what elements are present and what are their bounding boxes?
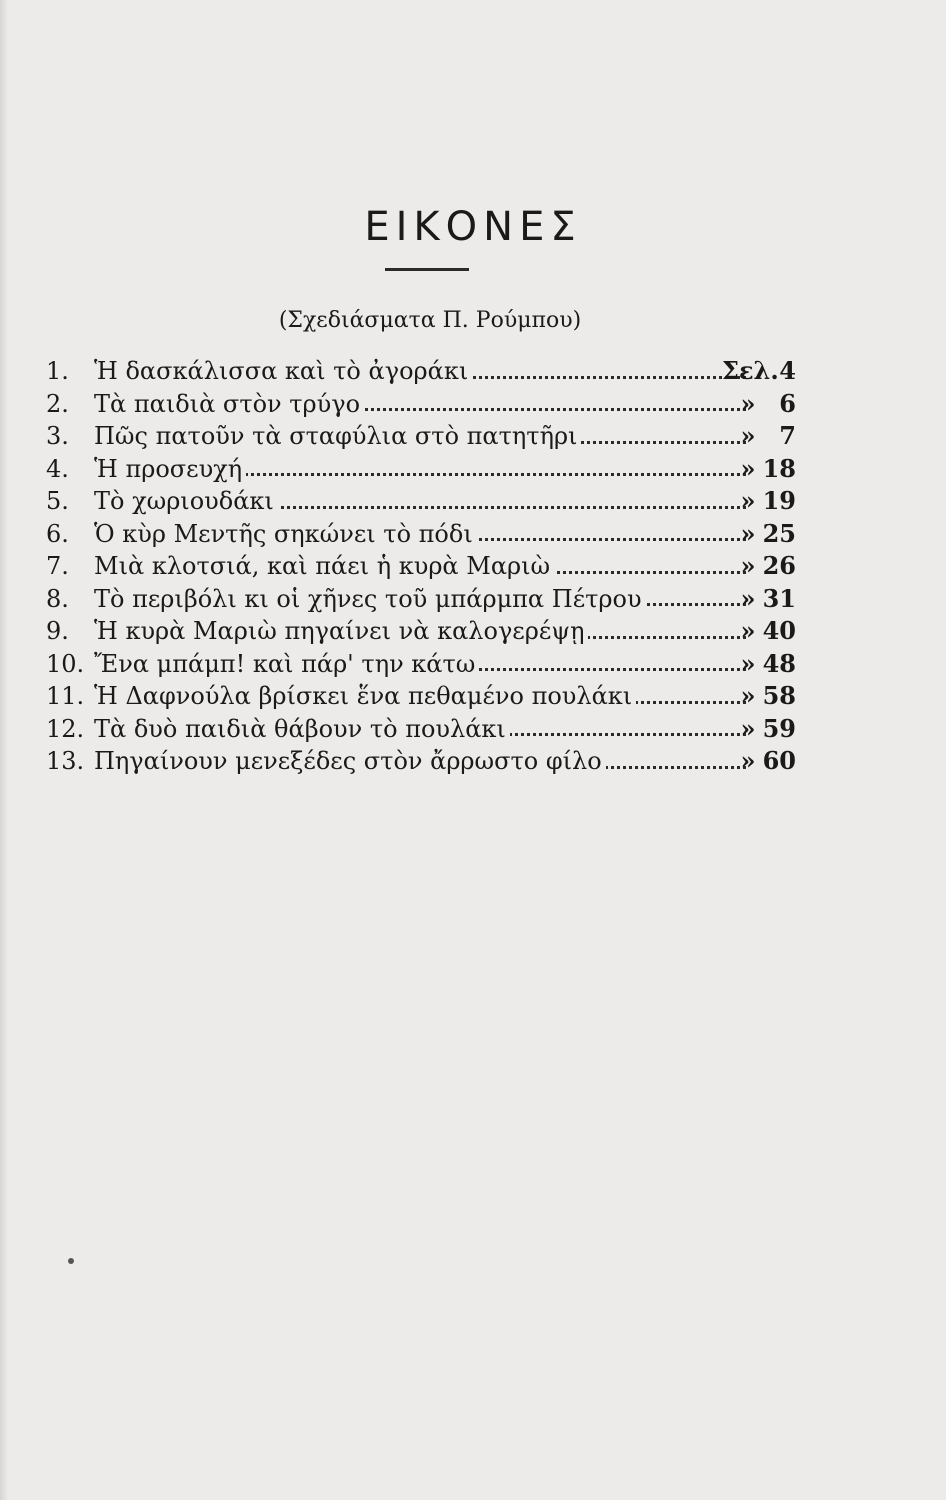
page-label: » xyxy=(740,681,756,710)
item-title: Τὸ περιβόλι κι οἱ χῆνες τοῦ μπάρμπα Πέτρου xyxy=(94,585,646,613)
list-item xyxy=(46,648,806,681)
page-number: 7 xyxy=(779,421,796,450)
page-number: 58 xyxy=(762,681,796,710)
page-label: » xyxy=(740,746,756,775)
page-label: » xyxy=(740,518,756,548)
list-item xyxy=(46,485,806,518)
list-item xyxy=(46,583,806,616)
item-title-cell xyxy=(94,420,746,453)
list-item xyxy=(46,518,806,551)
heading-rule xyxy=(385,268,469,271)
page-label: Σελ. xyxy=(722,356,779,385)
item-title-cell xyxy=(94,648,746,681)
page-label: » xyxy=(740,388,756,418)
paper-speck xyxy=(68,1258,74,1264)
item-title: Τὸ χωριουδάκι xyxy=(94,487,278,515)
item-number: 4. xyxy=(46,454,69,483)
list-item xyxy=(46,355,806,388)
page-label: » xyxy=(740,648,756,678)
item-number: 2. xyxy=(46,389,69,418)
item-number: 7. xyxy=(46,552,69,580)
item-title-cell xyxy=(94,745,746,778)
list-item xyxy=(46,550,806,583)
item-title: Τὰ παιδιὰ στὸν τρύγο xyxy=(94,390,364,418)
item-number: 12. xyxy=(46,714,85,743)
page-number: 4 xyxy=(779,356,796,385)
list-item xyxy=(46,453,806,486)
list-item xyxy=(46,745,806,778)
illustrator-credit: (Σχεδιάσματα Π. Ρούμπου) xyxy=(278,308,582,333)
page-number: 60 xyxy=(762,746,796,775)
item-title: Ἡ δασκάλισσα καὶ τὸ ἀγοράκι xyxy=(94,357,472,385)
page-number: 40 xyxy=(762,616,796,645)
item-title: Πηγαίνουν μενεξέδες στὸν ἄρρωστο φίλο xyxy=(94,747,606,775)
item-title: Ὁ κὺρ Μεντῆς σηκώνει τὸ πόδι xyxy=(94,520,477,548)
item-title-cell xyxy=(94,485,746,518)
page-number: 59 xyxy=(762,713,796,743)
page-number: 25 xyxy=(762,518,796,548)
list-item xyxy=(46,713,806,746)
item-title-cell xyxy=(94,388,746,421)
page-label: » xyxy=(740,583,756,613)
page-label: » xyxy=(740,453,756,483)
page-number: 6 xyxy=(779,388,796,418)
item-number: 6. xyxy=(46,519,69,548)
item-title-cell xyxy=(94,680,746,713)
item-title-cell xyxy=(94,453,746,486)
page-number: 19 xyxy=(762,486,796,515)
item-number: 3. xyxy=(46,422,69,450)
item-number: 11. xyxy=(46,682,85,710)
page-number: 18 xyxy=(762,453,796,483)
page-number: 31 xyxy=(762,583,796,613)
item-number: 1. xyxy=(46,357,69,385)
page-label: » xyxy=(740,421,756,450)
page-number: 26 xyxy=(762,551,796,580)
item-title: Ἡ Δαφνούλα βρίσκει ἕνα πεθαμένο πουλάκι xyxy=(94,682,636,710)
item-title: Μιὰ κλοτσιά, καὶ πάει ἡ κυρὰ Μαριὼ xyxy=(94,552,554,580)
item-number: 9. xyxy=(46,617,69,645)
item-title: Ἔνα μπάμπ! καὶ πάρ' την κάτω xyxy=(94,650,479,678)
item-title: Πῶς πατοῦν τὰ σταφύλια στὸ πατητῆρι xyxy=(94,422,581,450)
item-title-cell xyxy=(94,518,746,551)
item-title: Ἡ προσευχή xyxy=(94,455,246,483)
page-label: » xyxy=(740,713,756,743)
list-item xyxy=(46,680,806,713)
page-label: » xyxy=(740,616,756,645)
item-title-cell xyxy=(94,713,746,746)
item-number: 13. xyxy=(46,747,85,775)
page-number: 48 xyxy=(762,648,796,678)
item-title: Ἡ κυρὰ Μαριὼ πηγαίνει νὰ καλογερέψῃ xyxy=(94,617,588,645)
item-number: 8. xyxy=(46,584,69,613)
item-number: 5. xyxy=(46,487,69,515)
page-label: » xyxy=(740,551,756,580)
list-item xyxy=(46,615,806,648)
item-title-cell xyxy=(94,583,746,616)
item-title: Τὰ δυὸ παιδιὰ θάβουν τὸ πουλάκι xyxy=(94,715,510,743)
page-heading: ΕΙΚΟΝΕΣ xyxy=(364,204,582,250)
illustration-list xyxy=(46,355,806,778)
item-number: 10. xyxy=(46,649,85,678)
item-title-cell xyxy=(94,355,746,388)
list-item xyxy=(46,420,806,453)
list-item xyxy=(46,388,806,421)
item-title-cell xyxy=(94,550,746,583)
page-label: » xyxy=(740,486,756,515)
item-title-cell xyxy=(94,615,746,648)
